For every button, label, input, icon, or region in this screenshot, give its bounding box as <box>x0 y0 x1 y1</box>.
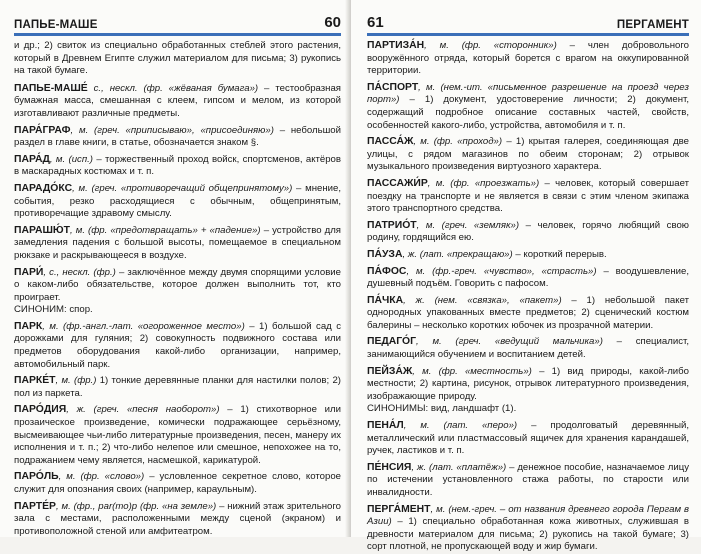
entry-definition: – условленное секретное слово, которое служит для опознания своих (например, караульным). <box>14 471 341 495</box>
entry-headword: ПАРКЕ́Т <box>14 375 56 387</box>
entry-definition: 1) тонкие деревянные планки для настилки полов; 2) пол из паркета. <box>14 375 341 399</box>
entry-grammar: , с., нескл. (фр.) <box>43 266 116 278</box>
entry-synonyms: СИНОНИМЫ: вид, ландшафт (1). <box>367 403 517 415</box>
entry-definition: – 1) вид природы, какой-либо местности; 2) картина, рисунок, отрывок литературного произведения, изображающие природу. <box>367 365 689 402</box>
left-running-title: ПАПЬЕ-МАШЕ <box>14 19 98 31</box>
entry-headword: ПЕЙЗА́Ж <box>367 365 413 377</box>
entry-grammar: , ж. (нем. «связка», «пакет») <box>403 294 562 306</box>
dictionary-entry <box>367 336 689 361</box>
entry-definition: – 1) крытая галерея, соединяющая две улицы, с рядом магазинов по обеим сторонам; 2) отрывок музыкального произведения виртуозного характера. <box>367 136 689 173</box>
entry-headword: ПАРАДО́КС <box>14 182 73 194</box>
entry-headword: ПАРК <box>14 320 43 332</box>
dictionary-entry <box>367 366 689 416</box>
left-running-header <box>14 14 341 36</box>
entry-headword: ПЕ́НСИЯ <box>367 461 412 473</box>
entry-definition: – нижний этаж зрительного зала с местами, расположенными между сценой (экраном) и противоположной стеной или амфитеатром. <box>14 500 342 537</box>
dictionary-entry <box>367 40 689 78</box>
entry-definition: – 1) документ, удостоверение личности; 2) документ, содержащий подробное описание составных частей, свойств, особенностей какого-либо, устройства, автомобиля и т. п. <box>367 94 689 131</box>
dictionary-entry <box>14 501 341 539</box>
entry-definition: – 1) специально обработанная кожа животных, служившая в древности материалом для письма; 2) рукопись на такой бумаге; 3) сорт плотной, не пропускающей воду и жир бумаги. <box>367 516 689 553</box>
entry-headword: ПАРИ́ <box>14 266 44 278</box>
dictionary-entry <box>367 178 689 216</box>
dictionary-entry <box>14 321 341 371</box>
entry-grammar: , м. (фр., par(то)р (фр. «на земле») <box>55 500 217 512</box>
entry-definition: – короткий перерыв. <box>512 248 607 260</box>
dictionary-entry <box>14 267 341 317</box>
entry-headword: ПАССА́Ж <box>367 136 414 148</box>
entry-grammar: , ж. (греч. «песня наоборот») <box>66 404 220 416</box>
dictionary-entry <box>367 82 689 132</box>
dictionary-entry <box>367 136 689 174</box>
entry-headword: ПА́СПОРТ <box>367 81 419 93</box>
entry-synonyms: СИНОНИМ: спор. <box>14 304 93 316</box>
entry-definition: – денежное пособие, назначаемое лицу по истечении установленного стажа работы, по старости или инвалидности. <box>367 461 689 498</box>
dictionary-entry <box>367 295 689 333</box>
entry-headword: ПА́ЧКА <box>367 294 404 306</box>
entry-headword: ПЕДАГО́Г <box>367 336 417 348</box>
entry-definition: – 1) небольшой пакет однородных упакованных вместе предметов; 2) сценический костюм балерины – несколько коротких юбочек из прозрачной материи. <box>367 294 689 331</box>
entry-grammar: , м. (фр. «проход») <box>413 136 503 148</box>
entry-definition: – воодушевление, душевный подъём. Говорить с пафосом. <box>367 265 689 290</box>
dictionary-entry <box>367 249 689 262</box>
entry-grammar: , м. (лат. «перо») <box>403 420 518 432</box>
entry-definition: – торжественный проход войск, спортсменов, актёров в маскарадных костюмах и т. п. <box>14 153 341 178</box>
dictionary-entry <box>367 220 689 245</box>
entry-headword: ПАРА́Д <box>14 153 50 165</box>
entry-definition: – специалист, занимающийся обучением и воспитанием детей. <box>367 336 689 361</box>
right-running-title: ПЕРГАМЕНТ <box>616 19 689 31</box>
entry-definition: – продолговатый деревянный, металлический или пластмассовый ящичек для хранения карандашей, ручек, ластиков и т. п. <box>367 420 689 457</box>
entry-definition: – тестообразная бумажная масса, смешанная с клеем, гипсом и мелом, из которой изготавливают различные предметы. <box>14 82 341 119</box>
dictionary-entry <box>14 375 341 400</box>
entry-definition: – 1) большой сад с дорожками для гуляния; 2) совокупность подвижного состава или предметов оборудования какой-либо организации, например, автомобильный парк. <box>14 320 341 370</box>
entry-headword: ПА́УЗА <box>367 248 403 260</box>
entry-headword: ПА́ФОС <box>367 265 407 277</box>
dictionary-entry <box>14 225 341 263</box>
entry-headword: ПЕНА́Л <box>367 420 404 432</box>
entry-headword: ПЕРГА́МЕНТ <box>367 503 431 515</box>
entry-definition: – человек, горячо любящий свою родину, гордящийся ею. <box>367 219 689 244</box>
entry-headword: ПАРАШЮ́Т <box>14 224 70 236</box>
entry-grammar: , ж. (лат. «прекращаю») <box>402 248 513 260</box>
dictionary-entry <box>367 462 689 500</box>
entry-grammar: , м. (нем.-греч. – от названия древнего города Пергам в Азии) <box>367 503 689 528</box>
entry-definition: – заключённое между двумя спорящими условие о каком-либо обязательстве, которое должен выполнить тот, кто проиграет. <box>14 266 341 303</box>
entry-grammar: , м. (греч. «приписываю», «присоединяю») <box>70 124 274 136</box>
right-page <box>351 0 701 553</box>
entry-definition: – мнение, события, резко расходящиеся с обычным, общепринятым, противоречащие здравому смыслу. <box>14 182 341 220</box>
dictionary-entry <box>14 125 341 150</box>
entry-definition: и др.; 2) свиток из специально обработанных стеблей этого растения, который в Древнем Египте служил материалом для письма; 3) рукопись на такой бумаге. <box>14 40 341 77</box>
left-page <box>0 0 349 537</box>
entry-grammar: , м. (фр.-греч. «чувство», «страсть») <box>406 265 597 277</box>
entry-grammar: , м. (фр. «сторонник») <box>424 40 557 51</box>
entry-headword: ПАРТЕ́Р <box>14 500 56 512</box>
dictionary-entry <box>14 471 341 496</box>
dictionary-entry <box>14 40 341 78</box>
dictionary-entry <box>367 420 689 458</box>
entry-grammar: , м. (фр. «предотвращать» + «падение») <box>70 224 261 236</box>
dictionary-entry <box>14 183 341 221</box>
entry-grammar: с., нескл. (фр. «жёваная бумага») <box>87 82 259 94</box>
left-page-number: 60 <box>324 14 341 31</box>
dictionary-entry <box>367 504 689 554</box>
entry-headword: ПАРО́ЛЬ <box>14 471 59 483</box>
entry-grammar: , м. (фр.) <box>55 375 97 387</box>
entry-grammar: , м. (греч. «ведущий мальчика») <box>416 336 603 348</box>
entry-definition: – 1) стихотворное или прозаическое произведение, комически подражающее серьёзному, высмеивающее чьи-либо литературные произведения, песен, манеру их исполнения и т. п.; 2) что-либо нелепое или смешное, непохожее на то, подражанием чему является, насмешкой, карикатурой. <box>14 404 341 466</box>
entry-grammar: , ж. (лат. «платёж») <box>411 461 507 473</box>
dictionary-entry <box>367 266 689 291</box>
entry-grammar: , м. (фр. «слово») <box>58 471 145 483</box>
entry-grammar: , м. (фр.-англ.-лат. «огороженное место») <box>42 320 245 332</box>
entry-headword: ПАССАЖИ́Р <box>367 177 428 189</box>
entry-grammar: , м. (исп.) <box>49 153 93 165</box>
entry-grammar: , м. (фр. «местность») <box>412 365 532 377</box>
right-running-header <box>367 14 689 36</box>
entry-definition: – небольшой раздел в главе книги, в статье, обозначается знаком §. <box>14 124 341 149</box>
dictionary-entry <box>14 404 341 467</box>
entry-headword: ПАРО́ДИЯ <box>14 404 67 416</box>
entry-grammar: , м. (греч. «земляк») <box>416 219 520 231</box>
dictionary-entry <box>14 154 341 179</box>
entry-grammar: , м. (нем.-ит. «письменное разрешение на проезд через порт») <box>367 81 689 106</box>
entry-headword: ПАРА́ГРАФ <box>14 124 71 136</box>
entry-grammar: , м. (греч. «противоречащий общепринятому») <box>72 182 293 194</box>
entry-headword: ПАПЬЕ-МАШЕ́ <box>14 82 88 94</box>
right-entries <box>367 40 689 554</box>
right-page-number: 61 <box>367 14 384 31</box>
entry-definition: – член добровольного вооружённого отряда, который борется с врагом на оккупированной территории. <box>367 40 689 77</box>
entry-headword: ПАРТИЗА́Н <box>367 40 425 51</box>
entry-definition: – человек, который совершает поездку на транспорте и не является в связи с этим членом экипажа этого транспортного средства. <box>367 177 689 215</box>
left-entries <box>14 40 341 538</box>
entry-grammar: , м. (фр. «проезжать») <box>427 177 540 189</box>
entry-definition: – устройство для замедления падения с большой высоты, помещаемое в специальном рюкзаке и раскрывающееся в воздухе. <box>14 224 341 261</box>
dictionary-entry <box>14 83 341 121</box>
entry-headword: ПАТРИО́Т <box>367 219 417 231</box>
